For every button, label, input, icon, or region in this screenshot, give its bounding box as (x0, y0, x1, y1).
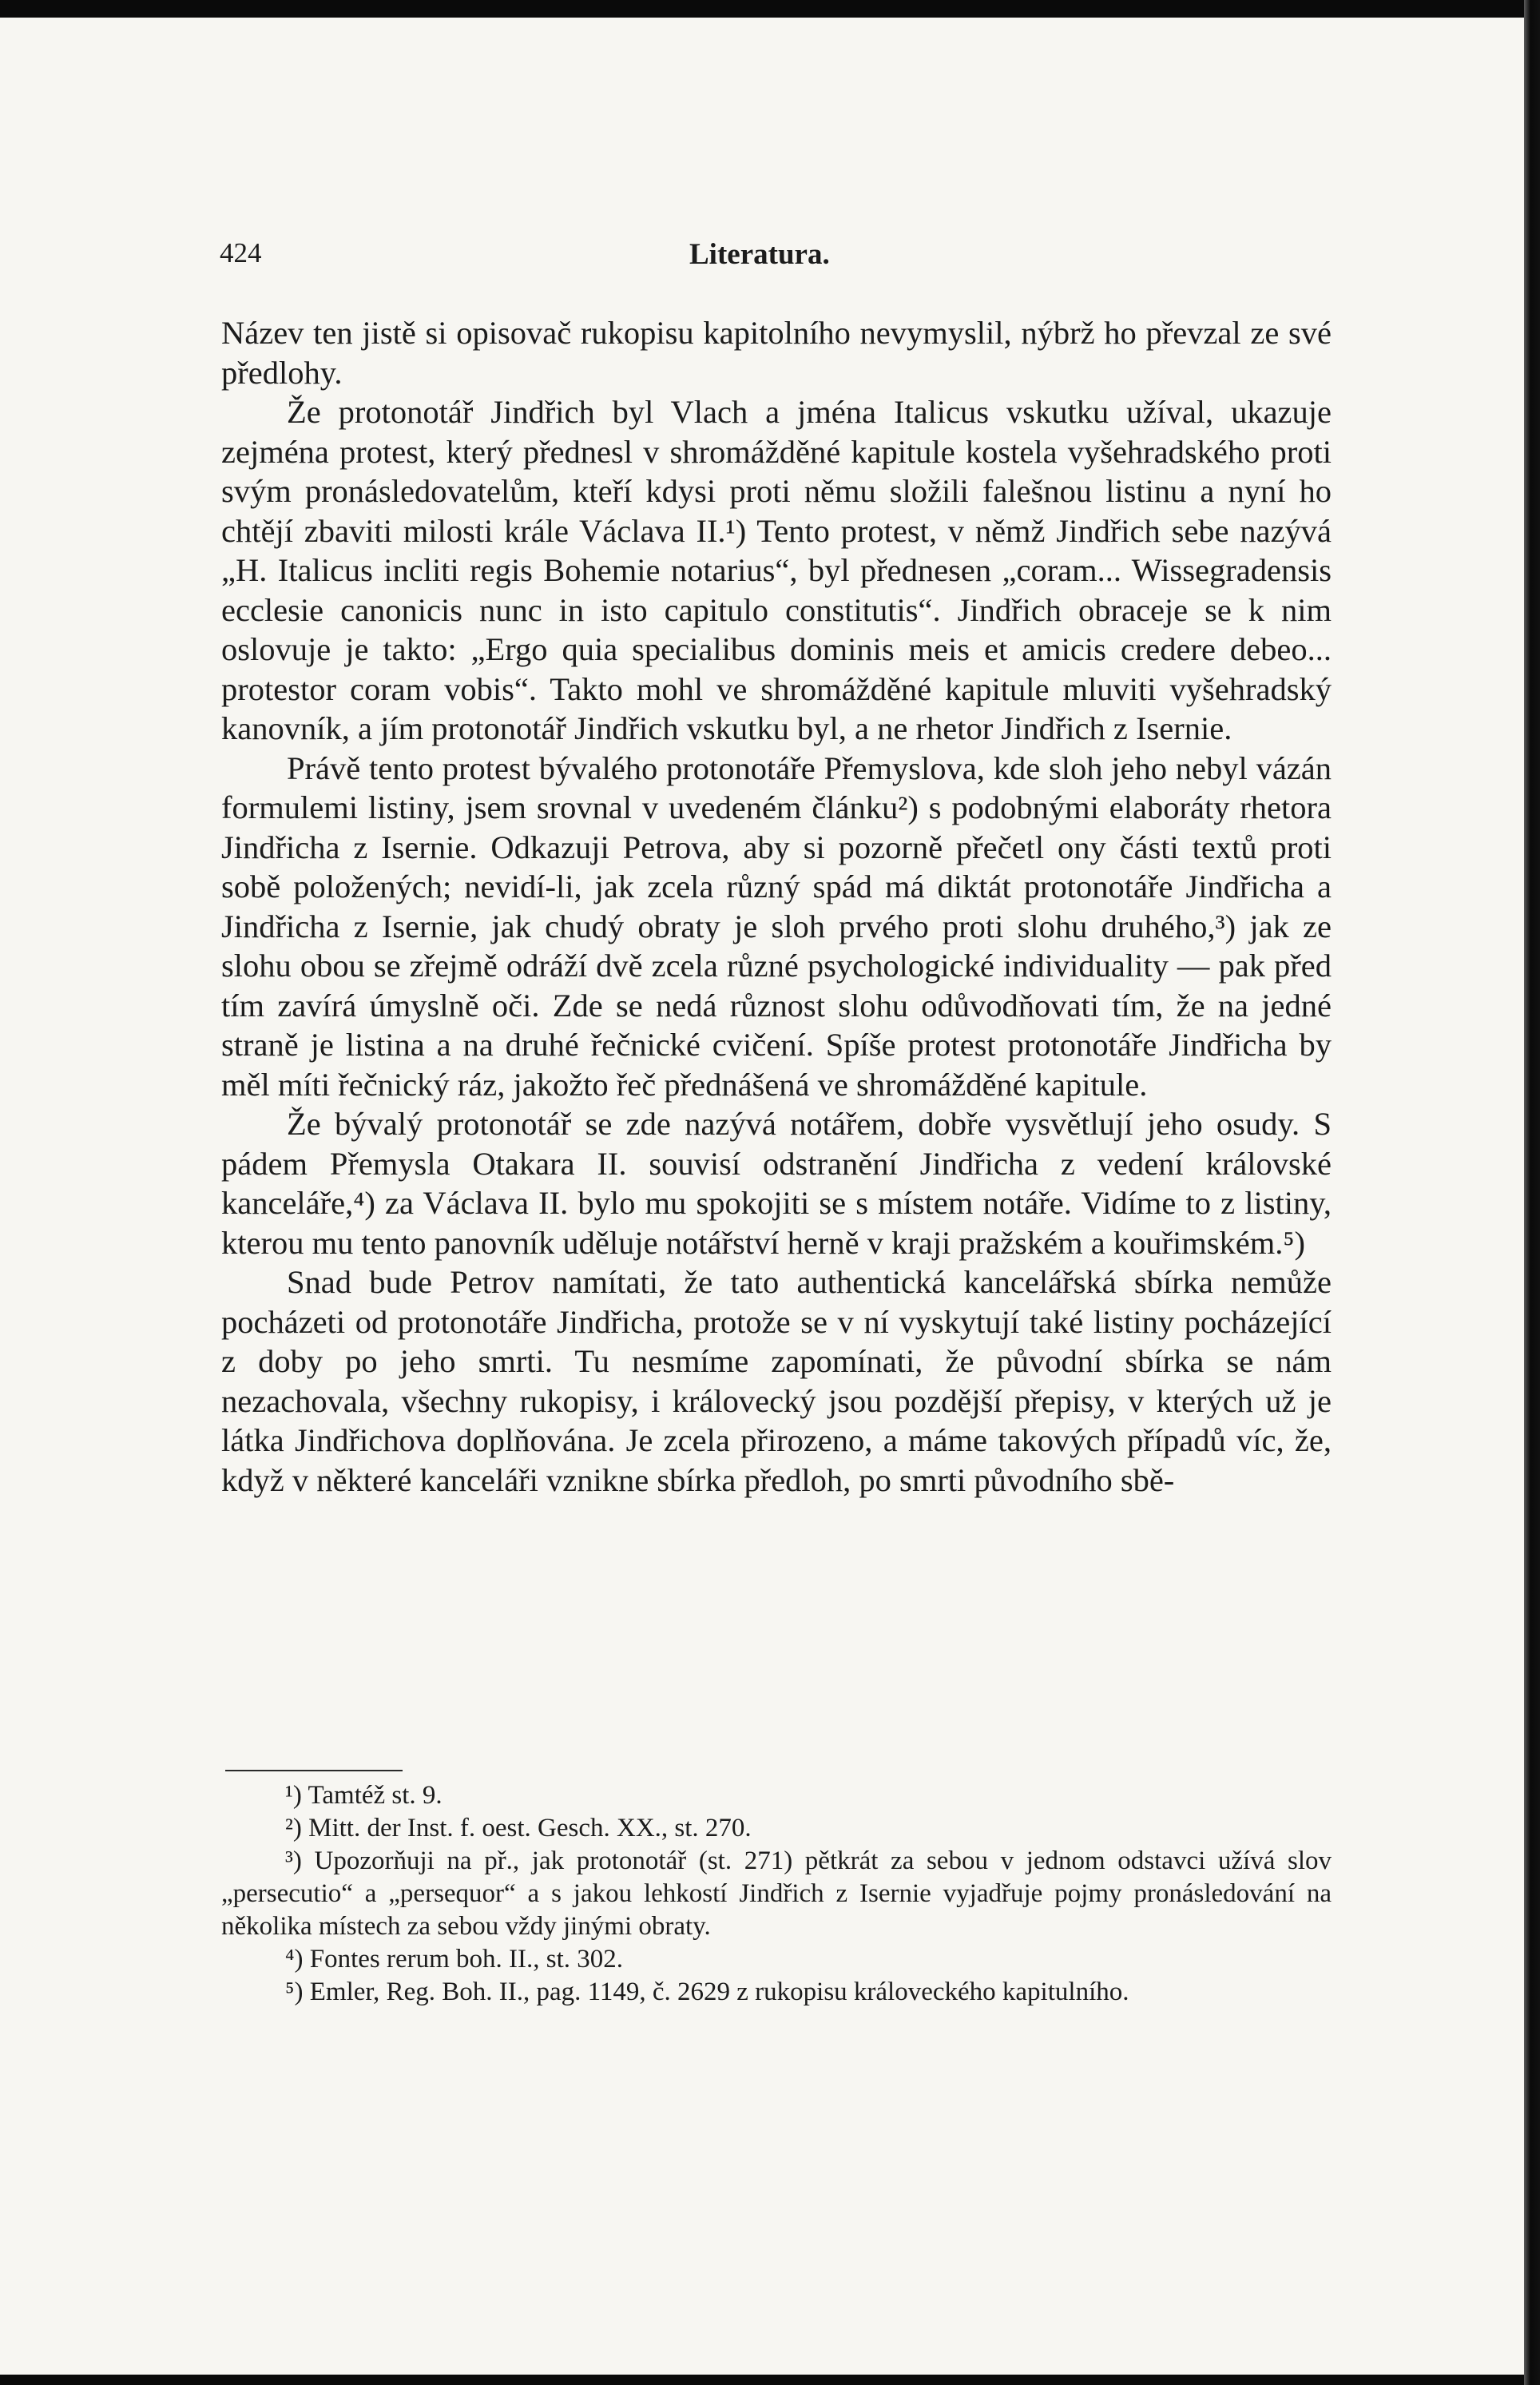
body-text (221, 313, 1332, 1500)
footnote-divider (225, 1770, 403, 1771)
page-number: 424 (220, 237, 262, 268)
scan-edge (1524, 0, 1540, 2385)
footnote: ⁵) Emler, Reg. Boh. II., pag. 1149, č. 2629 z rukopisu královeckého kapitulního. (285, 1978, 1129, 2006)
book-page (0, 18, 1524, 2375)
running-title: Literatura. (689, 238, 830, 271)
footnote: ¹) Tamtéž st. 9. (285, 1781, 443, 1810)
footnotes (221, 1779, 1332, 2009)
paragraph: Že protonotář Jindřich byl Vlach a jména Italicus vskutku užíval, ukazuje zejména protest, který přednesl v shromážděné kapitule kostela vyšehradského proti svým pronásledovatelům, kteří kdysi proti němu složili falešnou listinu a nyní ho chtějí zbaviti milosti krále Václava II.¹) Tento protest, v němž Jindřich sebe nazývá „H. Italicus incliti regis Bohemie notarius“, byl přednesen „coram... Wissegradensis ecclesie canonicis nunc in isto capitulo constitutis“. Jindřich obraceje se k nim oslovuje je takto: „Ergo quia specialibus dominis meis et amicis credere debeo... protestor coram vobis“. Takto mohl ve shromážděné kapitule mluviti vyšehradský kanovník, a jím protonotář Jindřich vskutku byl, a ne rhetor Jindřich z Isernie. (221, 394, 1332, 746)
footnote: ³) Upozorňuji na př., jak protonotář (st. 271) pětkrát za sebou v jednom odstavci užívá slov „persecutio“ a „persequor“ a s jakou lehkostí Jindřich z Isernie vyjadřuje pojmy pronásledování na několika místech za sebou vždy jinými obraty. (221, 1846, 1332, 1941)
paragraph: Název ten jistě si opisovač rukopisu kapitolního nevymyslil, nýbrž ho převzal ze své předlohy. (221, 315, 1332, 391)
paragraph: Snad bude Petrov namítati, že tato authentická kancelářská sbírka nemůže pocházeti od protonotáře Jindřicha, protože se v ní vyskytují také listiny pocházející z doby po jeho smrti. Tu nesmíme zapomínati, že původní sbírka se nám nezachovala, všechny rukopisy, i královecký jsou pozdější přepisy, v kterých už je látka Jindřichova doplňována. Je zcela přirozeno, a máme takových případů víc, že, když v některé kanceláři vznikne sbírka předloh, po smrti původního sbě- (221, 1264, 1332, 1498)
paragraph: Že bývalý protonotář se zde nazývá notářem, dobře vysvětlují jeho osudy. S pádem Přemysla Otakara II. souvisí odstranění Jindřicha z vedení královské kanceláře,⁴) za Václava II. bylo mu spokojiti se s místem notáře. Vidíme to z listiny, kterou mu tento panovník uděluje notářství herně v kraji pražském a kouřimském.⁵) (221, 1106, 1332, 1261)
paragraph: Právě tento protest bývalého protonotáře Přemyslova, kde sloh jeho nebyl vázán formulemi listiny, jsem srovnal v uvedeném článku²) s podobnými elaboráty rhetora Jindřicha z Isernie. Odkazuji Petrova, aby si pozorně přečetl ony části textů proti sobě položených; nevidí-li, jak zcela různý spád má diktát protonotáře Jindřicha a Jindřicha z Isernie, jak chudý obraty je sloh prvého proti slohu druhého,³) jak ze slohu obou se zřejmě odráží dvě zcela různé psychologické individuality — pak před tím zavírá úmyslně oči. Zde se nedá různost slohu odůvodňovati tím, že na jedné straně je listina a na druhé řečnické cvičení. Spíše protest protonotáře Jindřicha by měl míti řečnický ráz, jakožto řeč přednášená ve shromážděné kapitule. (221, 749, 1332, 1103)
footnote: ⁴) Fontes rerum boh. II., st. 302. (285, 1945, 624, 1974)
footnote: ²) Mitt. der Inst. f. oest. Gesch. XX., st. 270. (285, 1814, 752, 1842)
page-header (220, 229, 1332, 277)
